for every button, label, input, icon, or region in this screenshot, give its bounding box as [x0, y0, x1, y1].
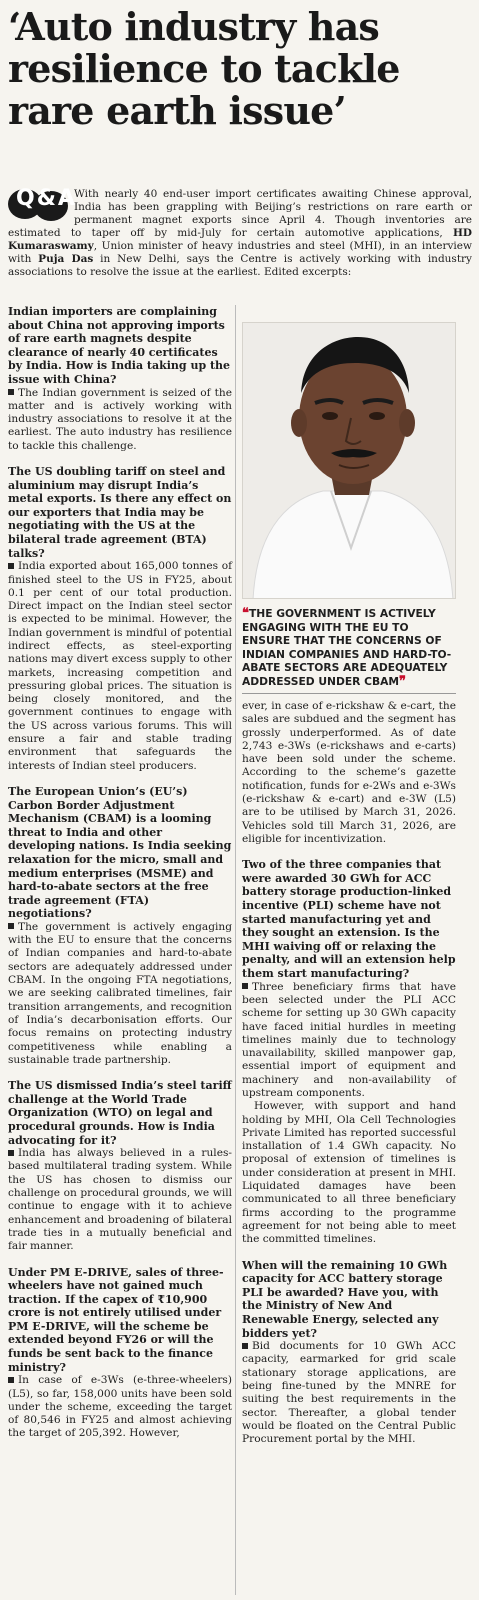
minister-photo: [242, 322, 456, 599]
intro-text: , Union minister of heavy industries and steel (MHI), in an interview with: [8, 240, 472, 265]
headline-line: rare earth issue’: [8, 88, 346, 133]
answer: The Indian government is seized of the matter and is actively working with industry associations to resolve it at the earliest. The auto industry has resilience to tackle this challenge.: [8, 386, 232, 452]
answer: Bid documents for 10 GWh ACC capacity, earmarked for grid scale stationary storage applications, are being fine-tuned by the MNRE for suiting the best requirements in the sector. Thereafter, a global tender would be floated on the Central Public Procurement portal by the MHI.: [242, 1340, 456, 1446]
close-quote-icon: ❞: [399, 673, 406, 689]
answer-paragraph: However, with support and hand holding by MHI, Ola Cell Technologies Private Limited has reported successful installation of 1.4 GWh capacity. No proposal of extension of timelines is under consideration at present in MHI. Liquidated damages have been communicated to all three beneficiary firms according to the programme agreement for not being able to meet the committed timelines.: [242, 1100, 456, 1246]
answer-bullet-icon: [242, 1343, 248, 1349]
column-divider: [235, 305, 236, 1595]
answer-bullet-icon: [8, 923, 14, 929]
answer-continuation: ever, in case of e-rickshaw & e-cart, the sales are subdued and the segment has grossly underperformed. As of date 2,743 e-3Ws (e-rickshaws and e-carts) have been sold under the scheme. According to the scheme’s gazette notification, funds for e-2Ws and e-3Ws (e-rickshaw & e-cart) and e-3W (L5) are to be utilised by March 31, 2026. Vehicles sold till March 31, 2026, are eligible for incentivization.: [242, 700, 456, 845]
pull-quote-text: THE GOVERNMENT IS ACTIVELY ENGAGING WITH THE EU TO ENSURE THAT THE CONCERNS OF INDIAN COMPANIES AND HARD-TO-ABATE SECTORS ARE ADEQUATELY ADDRESSED UNDER CBAM: [242, 607, 452, 688]
pull-quote-rule: [242, 693, 456, 694]
answer-bullet-icon: [8, 1377, 14, 1383]
answer: India has always believed in a rules-based multilateral trading system. While the US has chosen to dismiss our challenge on procedural grounds, we will continue to engage with it to achieve enhancement and broadening of bilateral trade ties in a mutually beneficial and fair manner.: [8, 1147, 232, 1253]
headline: [8, 6, 473, 132]
question: The US dismissed India’s steel tariff challenge at the World Trade Organization (WTO) on legal and procedural grounds. How is India advocating for it?: [8, 1079, 232, 1147]
answer-bullet-icon: [242, 983, 248, 989]
question: Two of the three companies that were awarded 30 GWh for ACC battery storage production-linked incentive (PLI) scheme have not started manufacturing yet and they sought an extension. Is the MHI waiving off or relaxing the penalty, and will an extension help them start manufacturing?: [242, 858, 456, 981]
portrait-image: [243, 323, 456, 599]
question: When will the remaining 10 GWh capacity for ACC battery storage PLI be awarded? Have you, with the Ministry of New And Renewable Energy, selected any bidders yet?: [242, 1258, 448, 1340]
answer: The government is actively engaging with the EU to ensure that the concerns of Indian companies and hard-to-abate sectors are adequately addressed under CBAM. In the ongoing FTA negotiations, we are seeking calibrated timelines, fair transition arrangements, and recognition of India’s decarbonisation efforts. Our focus remains on protecting industry competitiveness while enabling a sustainable trade partnership.: [8, 920, 232, 1066]
answer-bullet-icon: [8, 389, 14, 395]
right-column: [242, 700, 456, 1446]
interviewer-name: Puja Das: [38, 253, 94, 265]
answer: Three beneficiary firms that have been selected under the PLI ACC scheme for setting up 30 GWh capacity have faced initial hurdles in meeting timelines mainly due to technology unavailability, skilled manpower gap, essential import of equipment and machinery and non-availability of upstream components.: [242, 980, 456, 1099]
answer-bullet-icon: [8, 563, 14, 569]
intro-text: in New Delhi, says the Centre is actively working with industry associations to resolve the issue at the earliest. Edited excerpts:: [8, 253, 472, 278]
answer-bullet-icon: [8, 1150, 14, 1156]
question: The US doubling tariff on steel and aluminium may disrupt India’s metal exports. Is there any effect on our exporters that India may be negotiating with the US at the bilateral trade agreement (BTA) talks?: [8, 465, 232, 560]
headline-line: ‘Auto industry has: [8, 4, 380, 49]
headline-line: resilience to tackle: [8, 46, 400, 91]
qa-logo-icon: [8, 186, 77, 223]
question: Indian importers are complaining about China not approving imports of rare earth magnets despite clearance of nearly 40 certificates by India. How is India taking up the issue with China?: [8, 305, 231, 386]
answer: In case of e-3Ws (e-three-wheelers) (L5), so far, 158,000 units have been sold under the scheme, exceeding the target of 80,546 in FY25 and almost achieving the target of 205,392. However,: [8, 1374, 232, 1440]
answer: India exported about 165,000 tonnes of finished steel to the US in FY25, about 0.1 per cent of our total production. Direct impact on the Indian steel sector is expected to be minimal. However, the Indian government is mindful of potential indirect effects, as steel-exporting nations may divert excess supply to other markets, increasing competition and pressuring global prices. The situation is being closely monitored, and the government continues to engage with the US across various forums. This will ensure a fair and stable trading environment that safeguards the interests of Indian steel producers.: [8, 560, 232, 772]
question: The European Union’s (EU’s) Carbon Border Adjustment Mechanism (CBAM) is a looming threat to India and other developing nations. Is India seeking relaxation for the micro, small and medium enterprises (MSME) and hard-to-abate sectors at the free trade agreement (FTA) negotiations?: [8, 784, 232, 921]
intro-paragraph: [8, 188, 472, 279]
open-quote-icon: ❝: [242, 606, 249, 621]
qa-logo-text: Q&A: [16, 186, 77, 211]
question: Under PM E-DRIVE, sales of three-wheelers have not gained much traction. If the capex of ₹10,900 crore is not entirely utilised under PM E-DRIVE, will the scheme be extended beyond FY26 or will the funds be sent back to the finance ministry?: [8, 1265, 224, 1374]
pull-quote: [242, 607, 456, 688]
intro-text: With nearly 40 end-user import certificates awaiting Chinese approval, India has been grappling with Beijing’s restrictions on rare earth or permanent magnet exports since April 4. Though inventories are estimated to taper off by mid-July for certain automotive applications,: [8, 188, 472, 239]
interviewee-name: HD Kumaraswamy: [8, 227, 472, 252]
left-column: [8, 305, 232, 1441]
